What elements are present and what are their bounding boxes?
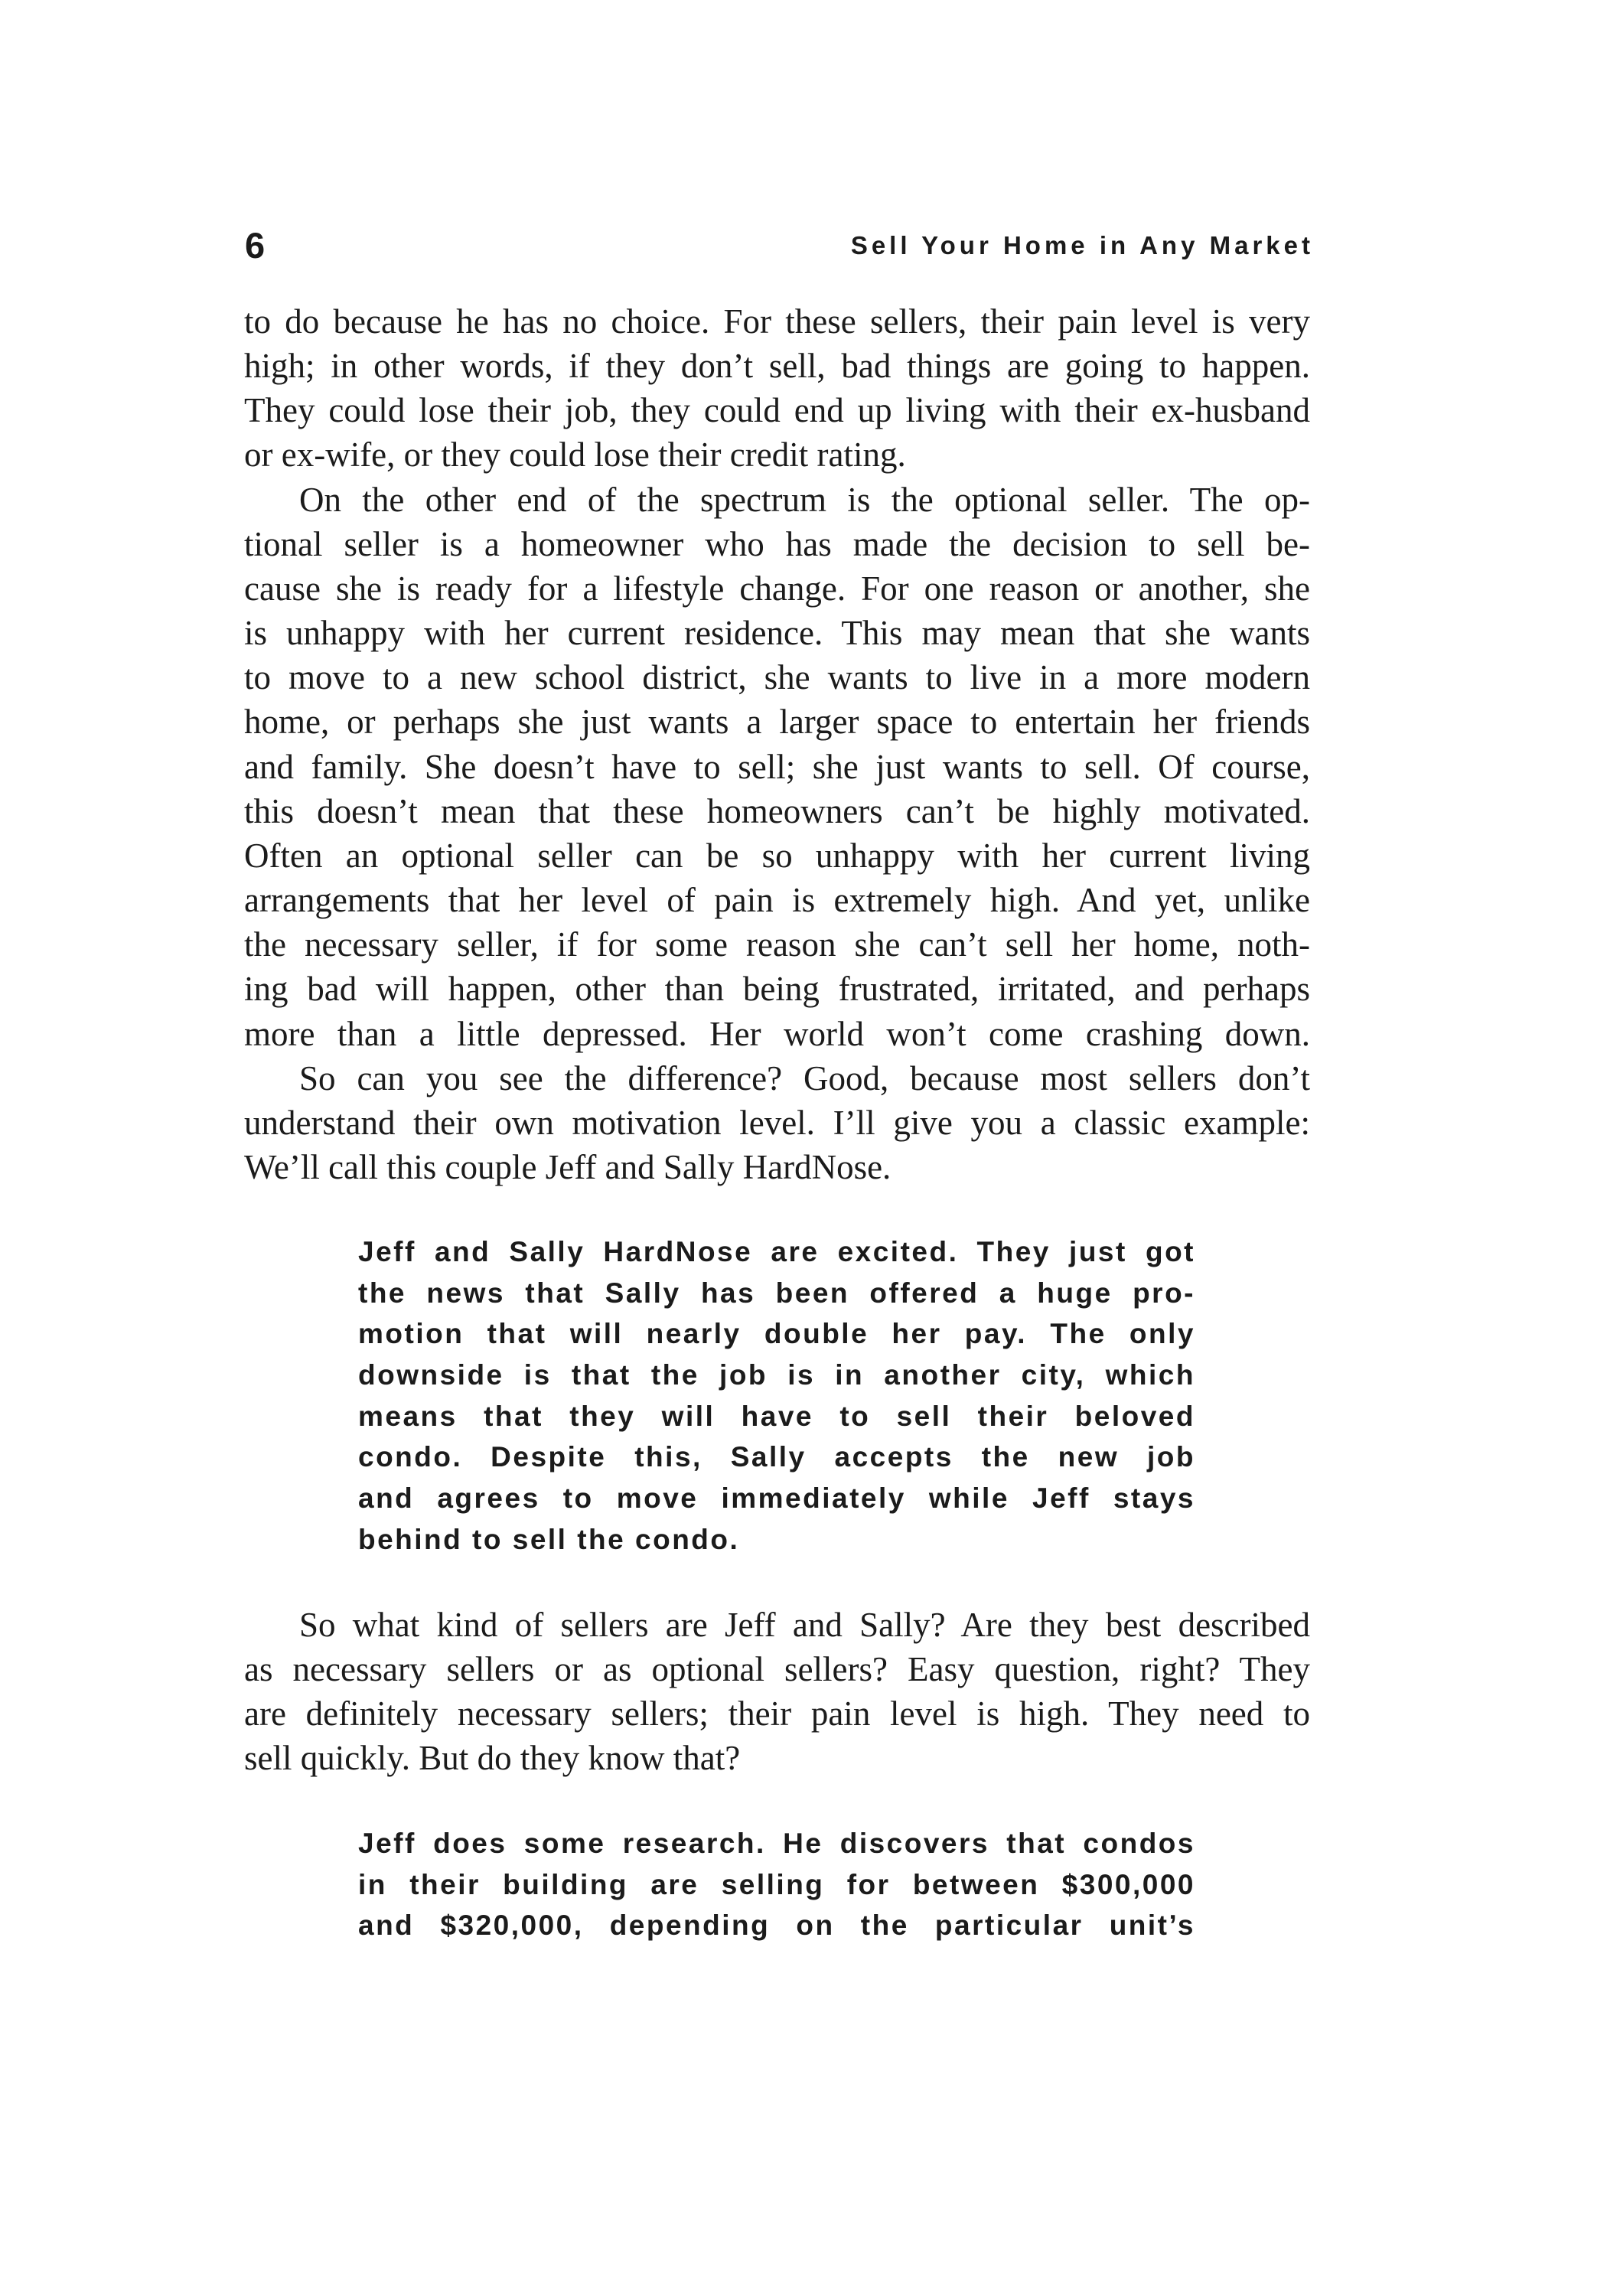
text-line: high; in other words, if they don’t sell, bad things are going to happen. xyxy=(244,347,1310,386)
example-line: Jeff and Sally HardNose are excited. They just got xyxy=(358,1236,1195,1267)
text-line: So can you see the difference? Good, because most sellers don’t xyxy=(299,1058,1310,1097)
running-head-title: Sell Your Home in Any Market xyxy=(850,231,1314,259)
example-box xyxy=(358,1823,1195,1946)
example-line: Jeff does some research. He discovers that condos xyxy=(358,1828,1195,1859)
body-text xyxy=(244,299,1310,1189)
text-line: as necessary sellers or as optional sellers? Easy question, right? They xyxy=(244,1650,1310,1689)
example-line: condo. Despite this, Sally accepts the new job xyxy=(358,1441,1195,1473)
example-line: and agrees to move immediately while Jeff stays xyxy=(358,1482,1195,1515)
text-line: the necessary seller, if for some reason she can’t sell her home, noth- xyxy=(244,925,1310,964)
text-line: to do because he has no choice. For these sellers, their pain level is very xyxy=(244,302,1310,341)
text-line: and family. She doesn’t have to sell; she just wants to sell. Of course, xyxy=(244,747,1310,786)
text-line: They could lose their job, they could end up living with their ex-husband xyxy=(244,391,1310,430)
paragraph xyxy=(244,1603,1310,1781)
example-line: motion that will nearly double her pay. The only xyxy=(358,1318,1195,1350)
example-line: behind to sell the condo. xyxy=(358,1523,740,1555)
text-line: cause she is ready for a lifestyle change. For one reason or another, she xyxy=(244,569,1310,608)
text-line: home, or perhaps she just wants a larger space to entertain her friends xyxy=(244,703,1310,742)
page-number: 6 xyxy=(245,225,266,266)
text-line: this doesn’t mean that these homeowners can’t be highly motivated. xyxy=(244,791,1310,830)
text-line: On the other end of the spectrum is the optional seller. The op- xyxy=(299,480,1310,519)
text-line: or ex-wife, or they could lose their credit rating. xyxy=(244,435,906,475)
example-line: downside is that the job is in another city, which xyxy=(358,1359,1195,1391)
text-line: Often an optional seller can be so unhappy with her current living xyxy=(244,836,1310,875)
text-line: We’ll call this couple Jeff and Sally HardNose. xyxy=(244,1147,892,1186)
paragraph xyxy=(244,478,1310,1056)
paragraph xyxy=(244,1056,1310,1189)
text-line: ing bad will happen, other than being frustrated, irritated, and perhaps xyxy=(244,970,1310,1009)
text-line: is unhappy with her current residence. This may mean that she wants xyxy=(244,614,1310,653)
text-line: tional seller is a homeowner who has made the decision to sell be- xyxy=(244,524,1310,563)
paragraph xyxy=(244,299,1310,478)
text-line: understand their own motivation level. I’ll give you a classic example: xyxy=(244,1103,1310,1142)
text-line: So what kind of sellers are Jeff and Sally? Are they best described xyxy=(299,1606,1310,1644)
text-line: are definitely necessary sellers; their pain level is high. They need to xyxy=(244,1694,1310,1733)
text-line: to move to a new school district, she wants to live in a more modern xyxy=(244,658,1310,697)
example-line: the news that Sally has been offered a huge pro- xyxy=(358,1277,1195,1309)
example-line: means that they will have to sell their beloved xyxy=(358,1400,1195,1432)
example-line: and $320,000, depending on the particular unit’s xyxy=(358,1910,1195,1942)
text-line: arrangements that her level of pain is extremely high. And yet, unlike xyxy=(244,881,1310,920)
example-line: in their building are selling for between $300,000 xyxy=(358,1868,1195,1900)
example-box xyxy=(358,1231,1195,1561)
body-text xyxy=(244,1603,1310,1781)
text-line: sell quickly. But do they know that? xyxy=(244,1739,741,1778)
text-line: more than a little depressed. Her world won’t come crashing down. xyxy=(244,1014,1310,1053)
